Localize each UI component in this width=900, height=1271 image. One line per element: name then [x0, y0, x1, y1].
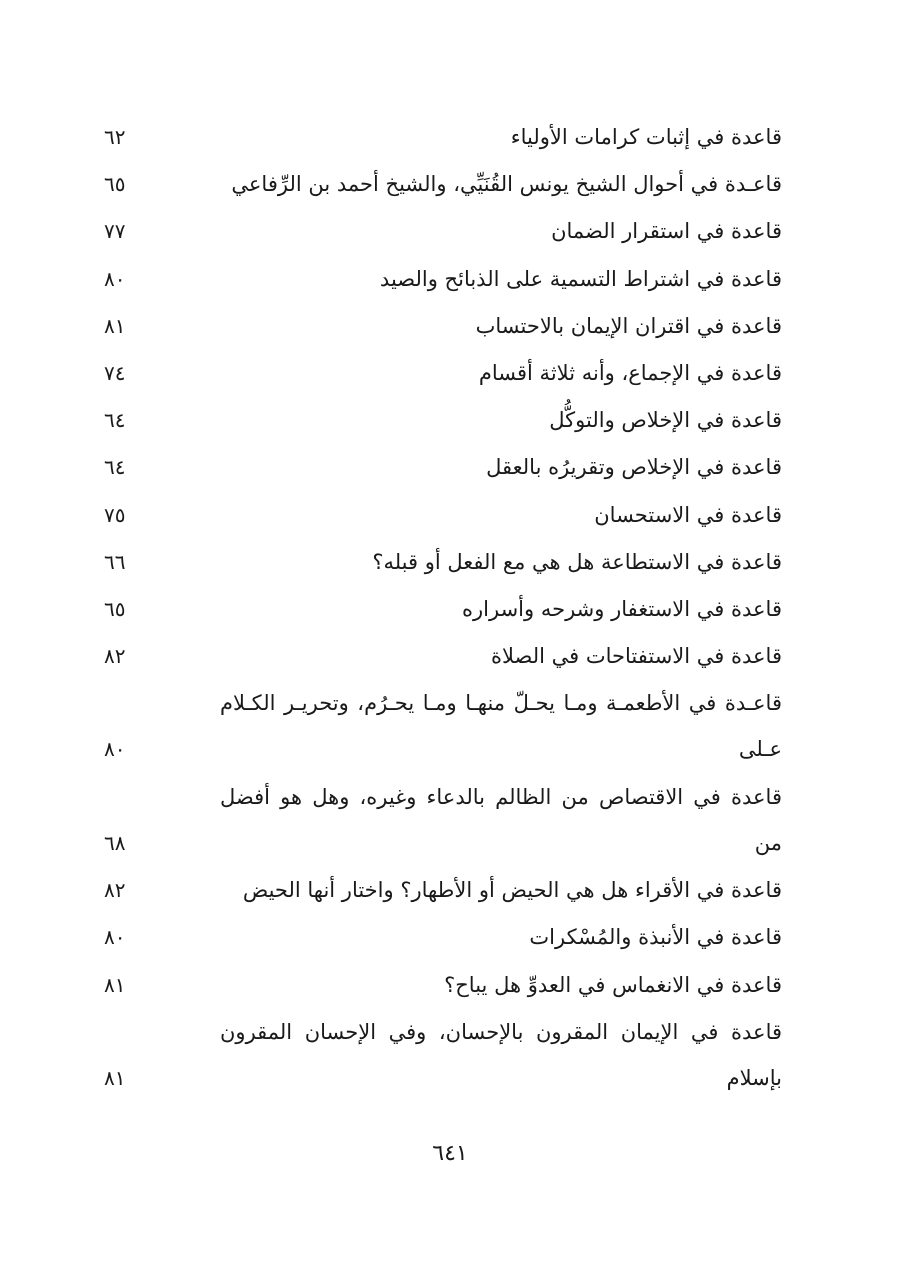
toc-entry-page: ٨٢	[104, 644, 126, 669]
toc-entry-page: ٦٥	[104, 596, 126, 621]
toc-entry	[0, 444, 900, 491]
toc-entry-title-line1: قاعـدة في الأطعمـة ومـا يحـلّ منهـا ومـا يحـرُم، وتحريـر الكـلام عـلى	[220, 691, 782, 762]
toc-entry-title: قاعدة في الإخلاص وتقريرُه بالعقل	[486, 455, 782, 480]
table-of-contents	[0, 114, 900, 1102]
toc-entry	[0, 1009, 900, 1103]
toc-entry-page: ٨٠	[104, 925, 126, 950]
toc-entry-title: قاعدة في اقتران الإيمان بالاحتساب	[475, 313, 782, 338]
toc-entry	[0, 633, 900, 680]
toc-entry	[0, 161, 900, 208]
toc-entry-page: ٧٧	[104, 219, 126, 244]
toc-entry	[0, 586, 900, 633]
toc-entry	[0, 350, 900, 397]
toc-entry-page: ٦٨	[104, 830, 126, 855]
toc-entry-title: قاعدة في اشتراط التسمية على الذبائح والصيد	[379, 266, 782, 291]
toc-entry-page: ٦٦	[104, 549, 126, 574]
toc-entry-title: قاعدة في الاستحسان	[594, 502, 782, 527]
toc-entry-title	[220, 680, 782, 772]
toc-entry-page: ٨٠	[104, 266, 126, 291]
toc-entry-page: ٦٤	[104, 408, 126, 433]
toc-entry-title-line1: قاعدة في الإيمان المقرون بالإحسان، وفي الإحسان المقرون بإسلام	[220, 1019, 782, 1090]
toc-entry-title: قاعدة في الاستطاعة هل هي مع الفعل أو قبله؟	[372, 549, 782, 574]
toc-entry-title: قاعدة في الأقراء هل هي الحيض أو الأطهار؟ واختار أنها الحيض	[242, 878, 782, 903]
toc-entry-page: ٦٢	[104, 125, 126, 149]
toc-entry	[0, 867, 900, 914]
toc-entry-title: قاعدة في الإخلاص والتوكُّل	[549, 408, 782, 433]
toc-entry	[0, 208, 900, 255]
toc-entry	[0, 539, 900, 586]
toc-entry	[0, 492, 900, 539]
toc-entry-page: ٨٢	[104, 878, 126, 903]
toc-entry-page: ٨١	[104, 313, 126, 338]
toc-entry	[0, 680, 900, 774]
toc-entry-title	[220, 1009, 782, 1101]
toc-entry-title: قاعدة في الانغماس في العدوِّ هل يباح؟	[444, 972, 782, 997]
toc-entry	[0, 914, 900, 961]
toc-entry-title: قاعدة في إثبات كرامات الأولياء	[510, 125, 782, 149]
toc-entry-page: ٦٥	[104, 172, 126, 197]
toc-entry	[0, 303, 900, 350]
toc-entry	[0, 256, 900, 303]
toc-entry	[0, 962, 900, 1009]
toc-entry-title: قاعدة في استقرار الضمان	[551, 219, 782, 244]
toc-entry-page: ٧٥	[104, 502, 126, 527]
toc-entry-title: قاعدة في الأنبذة والمُسْكرات	[529, 925, 782, 950]
toc-entry-page: ٨١	[104, 1065, 126, 1090]
toc-entry-title: قاعدة في الإجماع، وأنه ثلاثة أقسام	[478, 360, 782, 385]
toc-entry-title: قاعدة في الاستغفار وشرحه وأسراره	[462, 596, 782, 621]
toc-entry	[0, 774, 900, 868]
toc-entry-page: ٧٤	[104, 360, 126, 385]
toc-entry-title	[220, 774, 782, 866]
toc-entry	[0, 397, 900, 444]
page-number: ٦٤١	[432, 1141, 468, 1166]
toc-entry-page: ٨١	[104, 972, 126, 997]
toc-entry-page: ٦٤	[104, 455, 126, 480]
toc-entry-title: قاعدة في الاستفتاحات في الصلاة	[490, 644, 782, 669]
toc-entry-page: ٨٠	[104, 737, 126, 762]
toc-entry-title-line1: قاعدة في الاقتصاص من الظالم بالدعاء وغيره، وهل هو أفضل من	[220, 784, 782, 855]
toc-entry-title: قاعـدة في أحوال الشيخ يونس القُنَيِّي، والشيخ أحمد بن الرِّفاعي	[231, 172, 782, 197]
toc-entry	[0, 114, 900, 161]
